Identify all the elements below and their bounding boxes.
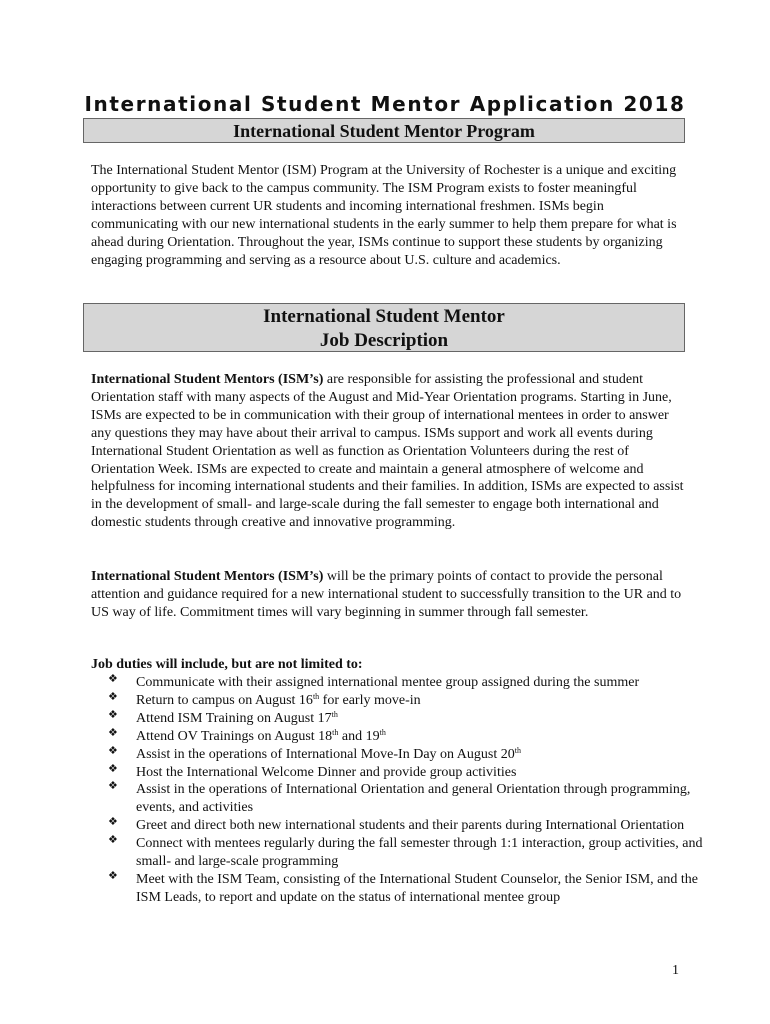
duty-item: ❖ Attend ISM Training on August 17th <box>108 708 338 726</box>
job-description-paragraph-1 <box>91 371 691 532</box>
diamond-bullet-icon: ❖ <box>108 834 118 847</box>
page-number: 1 <box>672 963 679 978</box>
paragraph-text: will be the primary points of contact to provide the personal attention and guidance required for a new international student to successfully transition to the UR and to US way of life. Commitment times will vary beginning in summer through fall semester. <box>91 569 682 620</box>
diamond-bullet-icon: ❖ <box>108 744 118 757</box>
duty-item: ❖ Assist in the operations of International Orientation and general Orientation through programming, events, and activities <box>108 780 691 816</box>
diamond-bullet-icon: ❖ <box>108 690 118 703</box>
duty-item: ❖ Assist in the operations of International Move-In Day on August 20th <box>108 744 521 762</box>
diamond-bullet-icon: ❖ <box>108 673 118 685</box>
diamond-bullet-icon: ❖ <box>108 780 118 793</box>
document-title: International Student Mentor Application 2018 <box>84 92 686 116</box>
job-header-line-1: International Student Mentor <box>263 306 505 327</box>
diamond-bullet-icon: ❖ <box>108 708 118 721</box>
job-description-header <box>83 303 685 352</box>
ism-bold-term: International Student Mentors (ISM’s) <box>91 372 324 387</box>
diamond-bullet-icon: ❖ <box>108 726 118 739</box>
duty-item: ❖ Greet and direct both new international students and their parents during International Orientation <box>108 816 685 834</box>
duty-item: ❖ Return to campus on August 16th for early move-in <box>108 690 421 708</box>
duty-item: ❖ Attend OV Trainings on August 18th and 19th <box>108 726 386 744</box>
duties-list <box>108 674 708 907</box>
job-header-line-2: Job Description <box>319 330 449 351</box>
program-description: The International Student Mentor (ISM) Program at the University of Rochester is a unique and exciting opportunity to give back to the campus community. The ISM Program exists to foster meaningful interactions between current UR students and incoming international freshmen. ISMs begin communicating with our new international students in the early summer to help them prepare for what is ahead during Orientation. Throughout the year, ISMs continue to support these students by organizing engaging programming and serving as a resource about U.S. culture and academics. <box>91 163 677 268</box>
duty-item: ❖ Communicate with their assigned international mentee group assigned during the summer <box>108 673 640 690</box>
program-section-header: International Student Mentor Program <box>83 118 685 143</box>
ism-bold-term: International Student Mentors (ISM’s) <box>91 569 324 584</box>
paragraph-text: are responsible for assisting the professional and student Orientation staff with many aspects of the August and Mid-Year Orientation programs. Starting in June, ISMs are expected to be in communication with their group of international mentees in order to answer any questions they may have about their arrival to campus. ISMs support and work all events during International Student Orientation as well as function as Orientation Volunteers during the rest of Orientation Week. ISMs are expected to create and maintain a general atmosphere of welcome and helpfulness for incoming international students and their families. In addition, ISMs are expected to assist in the development of small- and large-scale during the fall semester to engage both international and domestic students through creative and innovative programming. <box>91 372 684 531</box>
diamond-bullet-icon: ❖ <box>108 816 118 829</box>
diamond-bullet-icon: ❖ <box>108 869 118 882</box>
duty-item: ❖ Host the International Welcome Dinner and provide group activities <box>108 762 517 780</box>
job-description-paragraph-2 <box>91 568 691 622</box>
diamond-bullet-icon: ❖ <box>108 762 118 775</box>
duties-heading: Job duties will include, but are not limited to: <box>91 657 363 672</box>
duty-item: ❖ Meet with the ISM Team, consisting of the International Student Counselor, the Senior ISM, and the ISM Leads, to report and update on the status of international mentee group <box>108 869 699 905</box>
duty-item: ❖ Connect with mentees regularly during the fall semester through 1:1 interaction, group activities, and small- and large-scale programming <box>108 834 703 870</box>
